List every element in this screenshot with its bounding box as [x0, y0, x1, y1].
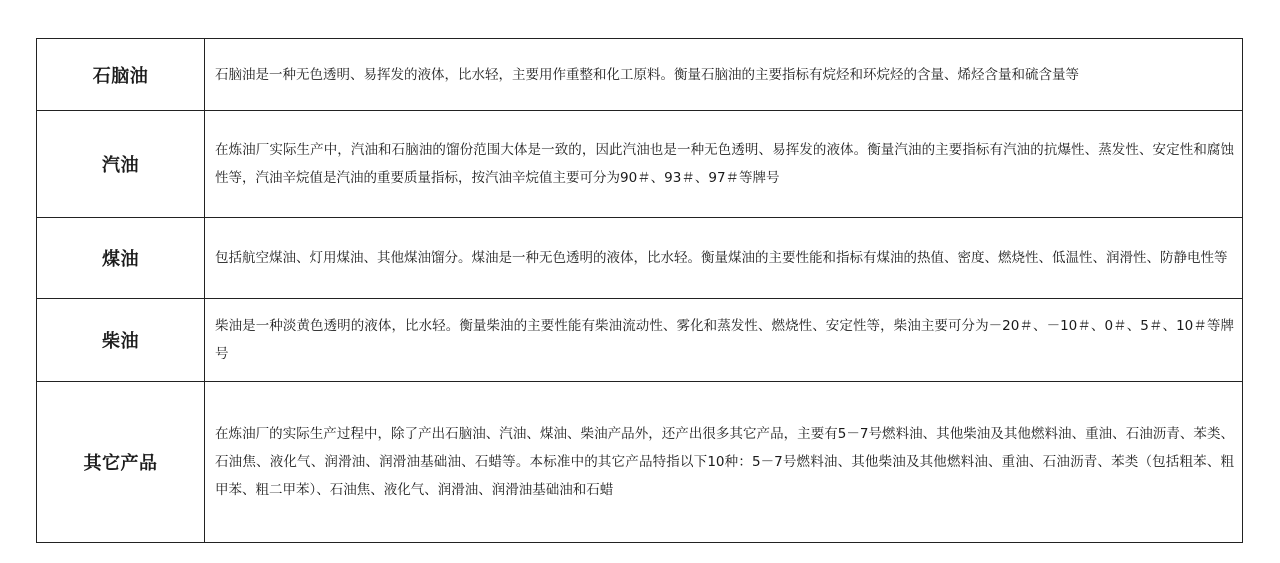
product-name-gasoline: 汽油	[37, 111, 205, 218]
product-name-naphtha: 石脑油	[37, 39, 205, 111]
product-description-kerosene: 包括航空煤油、灯用煤油、其他煤油馏分。煤油是一种无色透明的液体，比水轻。衡量煤油的主要性能和指标有煤油的热值、密度、燃烧性、低温性、润滑性、防静电性等	[205, 218, 1243, 299]
table-row	[37, 218, 1243, 299]
product-description-other: 在炼油厂的实际生产过程中，除了产出石脑油、汽油、煤油、柴油产品外，还产出很多其它产品，主要有5－7号燃料油、其他柴油及其他燃料油、重油、石油沥青、苯类、石油焦、液化气、润滑油、润滑油基础油、石蜡等。本标准中的其它产品特指以下10种：5－7号燃料油、其他柴油及其他燃料油、重油、石油沥青、苯类（包括粗苯、粗甲苯、粗二甲苯）、石油焦、液化气、润滑油、润滑油基础油和石蜡	[205, 382, 1243, 543]
product-name-other: 其它产品	[37, 382, 205, 543]
table-row	[37, 299, 1243, 382]
table-row	[37, 382, 1243, 543]
table-row	[37, 111, 1243, 218]
product-name-kerosene: 煤油	[37, 218, 205, 299]
petroleum-products-table	[36, 38, 1243, 543]
product-name-diesel: 柴油	[37, 299, 205, 382]
product-description-naphtha: 石脑油是一种无色透明、易挥发的液体，比水轻，主要用作重整和化工原料。衡量石脑油的主要指标有烷烃和环烷烃的含量、烯烃含量和硫含量等	[205, 39, 1243, 111]
product-description-gasoline: 在炼油厂实际生产中，汽油和石脑油的馏份范围大体是一致的，因此汽油也是一种无色透明、易挥发的液体。衡量汽油的主要指标有汽油的抗爆性、蒸发性、安定性和腐蚀性等，汽油辛烷值是汽油的重要质量指标，按汽油辛烷值主要可分为90＃、93＃、97＃等牌号	[205, 111, 1243, 218]
table-row	[37, 39, 1243, 111]
product-description-diesel: 柴油是一种淡黄色透明的液体，比水轻。衡量柴油的主要性能有柴油流动性、雾化和蒸发性、燃烧性、安定性等，柴油主要可分为－20＃、－10＃、0＃、5＃、10＃等牌号	[205, 299, 1243, 382]
